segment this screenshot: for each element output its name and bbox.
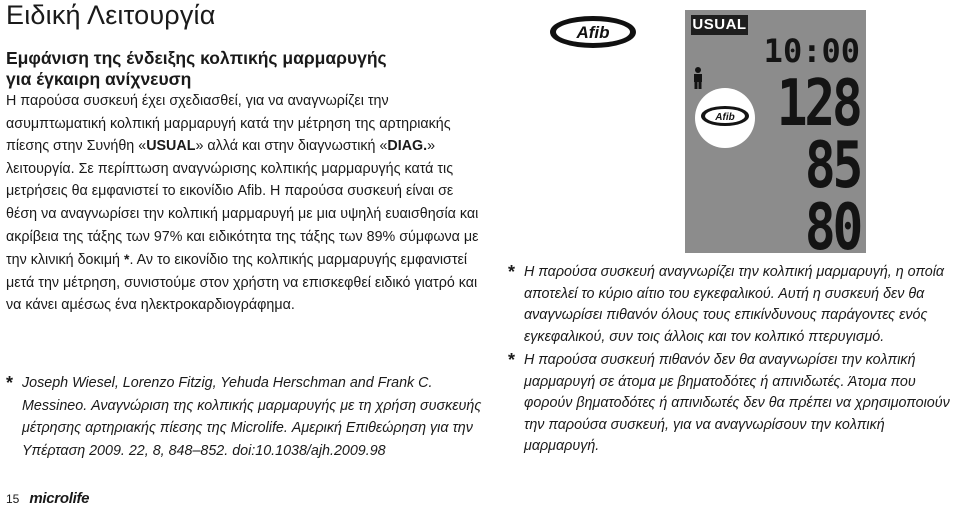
page-footer [6, 490, 89, 507]
person-icon [691, 67, 705, 89]
para-part2: » αλλά και στην διαγνωστική « [195, 138, 388, 155]
section-heading-line1: Εμφάνιση της ένδειξης κολπικής μαρμαρυγής [6, 48, 387, 68]
para-part4: . Αν το εικονίδιο της κολπικής μαρμαρυγής εμφανιστεί μετά την μέτρηση, συνιστούμε στον χρήστη να επισκεφθεί ειδικό γιατρό και να κάνει αμέσως ένα ηλεκτροκαρδιογράφημα. [6, 252, 478, 314]
reference-text: Joseph Wiesel, Lorenzo Fitzig, Yehuda Herschman and Frank C. Messineo. Αναγνώριση της κολπικής μαρμαρυγής με τη χρήση συσκευής μέτρησης αρτηριακής πίεσης της Microlife. Αμερική Επιθεώρηση για την Υπέρταση 2009. 22, 8, 848–852. doi:10.1038/ajh.2009.98 [22, 375, 482, 459]
note-marker: * [508, 262, 516, 282]
para-part1: Η παρούσα συσκευή έχει σχεδιασθεί, για να αναγνωρίζει την ασυμπτωματική κολπική μαρμαρυγή κατά την μέτρηση της αρτηριακής πίεσης στην Συνήθη « [6, 93, 451, 155]
page-title: Ειδική Λειτουργία [6, 0, 216, 30]
display-afib-indicator [695, 88, 755, 148]
section-heading-line2: για έγκαιρη ανίχνευση [6, 69, 192, 89]
afib-small-text: Afib [715, 112, 735, 123]
afib-section [6, 48, 484, 317]
reference-marker: * [6, 373, 14, 393]
afib-logo-icon [548, 14, 638, 50]
reference-citation [6, 372, 496, 462]
note-text: Η παρούσα συσκευή πιθανόν δεν θα αναγνωρίσει την κολπική μαρμαρυγή σε άτομα με βηματοδότες ή απινιδωτές. Άτομα που φορούν βηματοδότες ή απινιδωτές δεν θα πρέπει να χρησιμοποιούν την παρούσα συσκευή, για να αναγνωρίσουν την κολπική μαρμαρυγή. [524, 352, 950, 454]
note-marker: * [508, 350, 516, 370]
para-part3: » λειτουργία. Σε περίπτωση αναγνώρισης κολπικής μαρμαρυγής κατά τις μετρήσεις θα εμφανιστεί το εικονίδιο Afib. Η παρούσα συσκευή είναι σε θέση να αναγνωρίσει την κολπική μαρμαρυγή με μια υψηλή ευαισθησία και ακρίβεια της τάξης των 97% και ειδικότητα της τάξης των 89% σύμφωνα με την κλινική δοκιμή [6, 138, 479, 269]
afib-small-icon [699, 104, 751, 128]
display-time: 10:00 [763, 32, 860, 70]
section-heading [6, 48, 484, 90]
note-item [508, 262, 958, 348]
page-number: 15 [6, 491, 20, 506]
display-diastolic: 85 [804, 129, 860, 203]
brand-logo: microlife [29, 490, 90, 507]
section-paragraph [6, 90, 484, 317]
footnote-star-icon: * [124, 251, 130, 268]
display-pulse: 80 [804, 191, 860, 265]
afib-logo-text: Afib [576, 23, 610, 42]
usual-mode-label: USUAL [146, 138, 196, 155]
note-text: Η παρούσα συσκευή αναγνωρίζει την κολπική μαρμαρυγή, η οποία αποτελεί το κύριο αίτιο του εγκεφαλικού. Αυτή η συσκευή δεν θα αναγνωρίσει πιθανόν όλους τους επικίνδυνους παράγοντες ενός εγκεφαλικού, συν τοις άλλοις και τον κολπικό πτερυγισμό. [524, 264, 945, 345]
notes-list [508, 262, 958, 460]
lcd-display [685, 10, 866, 265]
display-mode-label: USUAL [692, 16, 747, 33]
display-systolic: 128 [777, 67, 860, 141]
note-item [508, 350, 958, 458]
diag-mode-label: DIAG. [387, 138, 428, 155]
